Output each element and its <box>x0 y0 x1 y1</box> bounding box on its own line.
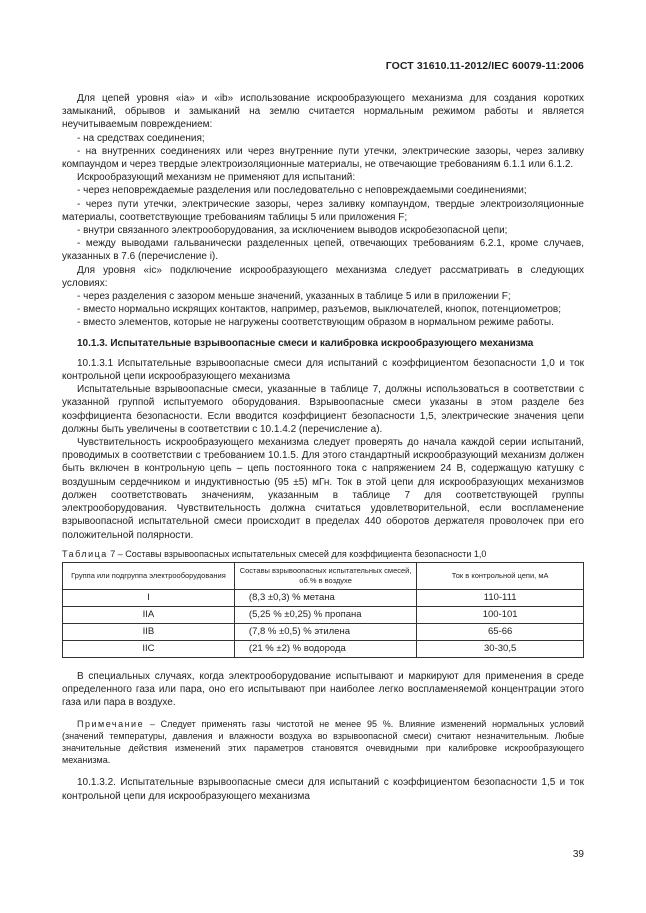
table-row <box>63 606 584 623</box>
table-cell-mixture: (21 % ±2) % водорода <box>234 640 416 657</box>
paragraph: В специальных случаях, когда электрооборудование испытывают и маркируют для применения в среде определенного газа или пара, оно его испытывают при наиболее легко воспламеняемой концентрации этого газа или пара в воздухе. <box>62 670 584 709</box>
list-item: - через неповреждаемые разделения или последовательно с неповреждаемыми соединениями; <box>77 185 527 197</box>
table-cell-current: 65-66 <box>417 623 584 640</box>
section-heading: 10.1.3. Испытательные взрывоопасные смеси и калибровка искрообразующего механизма <box>77 337 534 349</box>
table-caption <box>62 548 584 560</box>
table-header-cell: Ток в контрольной цепи, мА <box>417 562 584 589</box>
list-item: - между выводами гальванически разделенных цепей, отвечающих требованиям 6.2.1, кроме случаев, указанных в 7.6 (перечисление i). <box>62 238 584 263</box>
list-item: - на внутренних соединениях или через внутренние пути утечки, электрические зазоры, через заливку компаундом и через твердые электроизоляционные материалы, не отвечающие требованиям 6.1.1 или 6.1.2. <box>62 145 584 171</box>
table-cell-mixture: (5,25 % ±0,25) % пропана <box>234 606 416 623</box>
table-cell-current: 110-111 <box>417 589 584 606</box>
list-item: - через пути утечки, электрические зазоры, через заливку компаундом, твердые электроизоляционные материалы, соответствующие требованиям таблицы 5 или приложения F; <box>62 198 584 223</box>
table-header-cell: Группа или подгруппа электрооборудования <box>63 562 235 589</box>
paragraph: Для цепей уровня «ia» и «ib» использование искрообразующего механизма для создания коротких замыканий, обрывов и замыканий на землю считается нормальным режимом работы и является неучитываемым повреждением: <box>62 93 584 131</box>
table-caption-label: Таблица <box>62 548 108 559</box>
list-item: - через разделения с зазором меньше значений, указанных в таблице 5 или в приложении F; <box>77 291 511 303</box>
paragraph: Искрообразующий механизм не применяют для испытаний: <box>77 172 356 184</box>
note-text: – Следует применять газы чистотой не менее 95 %. Влияние изменений нормальных условий (значений температуры, давления и влажности воздуха во взрывоопасной смеси) считают незначительным. Любые значительные действия изменений этих параметров становятся очевидными при калибровке искрообразующего механизма. <box>62 719 584 766</box>
table-cell-group: IIA <box>63 606 235 623</box>
table-row <box>63 640 584 657</box>
note-label: Примечание <box>77 719 145 730</box>
paragraph: Испытательные взрывоопасные смеси, указанные в таблице 7, должны использоваться в соответствии с указанной группой испытуемого оборудования. Взрывоопасные смеси указаны в этом разделе без коэффициента безопасности. Если вводится коэффициент безопасности 1,5, электрические значения цепи должны быть увеличены в соответствии с 10.1.4.2 (перечисление а). <box>62 384 584 435</box>
table-row <box>63 623 584 640</box>
table-cell-mixture: (7,8 % ±0,5) % этилена <box>234 623 416 640</box>
list-item: - вместо элементов, которые не нагружены соответствующим образом в нормальном режиме работы. <box>77 317 554 329</box>
table-cell-mixture: (8,3 ±0,3) % метана <box>234 589 416 606</box>
list-item: - вместо нормально искрящих контактов, например, разъемов, выключателей, кнопок, потенциометров; <box>77 304 561 316</box>
table-cell-group: IIC <box>63 640 235 657</box>
table-cell-current: 100-101 <box>417 606 584 623</box>
table-cell-group: I <box>63 589 235 606</box>
table-cell-current: 30-30,5 <box>417 640 584 657</box>
paragraph: Чувствительность искрообразующего механизма следует проверять до начала каждой серии испытаний, проводимых в соответствии с требованием 10.1.5. Для этого стандартный искрообразующий механизм должен быть включен в контрольную цепь – цепь постоянного тока с напряжением 24 В, содержащую катушку с воздушным сердечником и индуктивностью (95 ±5) мГн. Ток в этой цепи для искрообразующих механизмов должен соответствовать значениям, указанным в таблице 7 для соответствующей группы электрооборудования. Чувствительность должна считаться удовлетворительной, если воспламенение взрывоопасной испытательной смеси происходит в пределах 440 оборотов держателя проволочек при его положительной полярности. <box>62 437 584 541</box>
note <box>62 718 584 766</box>
table-row <box>63 589 584 606</box>
list-item: - на средствах соединения; <box>77 132 205 144</box>
table-caption-text: 7 – Составы взрывоопасных испытательных смесей для коэффициента безопасности 1,0 <box>107 548 487 559</box>
table-header-row <box>63 562 584 589</box>
subsection-title: 10.1.3.2. Испытательные взрывоопасные смеси для испытаний с коэффициентом безопасности 1,5 и ток контрольной цепи для искрообразующего механизма <box>62 777 584 802</box>
subsection-title: 10.1.3.1 Испытательные взрывоопасные смеси для испытаний с коэффициентом безопасности 1,0 и ток контрольной цепи искрообразующего механизма <box>62 357 584 383</box>
page-content <box>62 92 584 803</box>
gas-mixtures-table <box>62 562 584 658</box>
table-header-cell: Составы взрывоопасных испытательных смесей, об.% в воздухе <box>234 562 416 589</box>
paragraph: Для уровня «ic» подключение искрообразующего механизма следует рассматривать в следующих условиях: <box>62 264 584 289</box>
table-cell-group: IIB <box>63 623 235 640</box>
document-header: ГОСТ 31610.11-2012/IEC 60079-11:2006 <box>385 60 584 72</box>
page-number: 39 <box>572 849 584 860</box>
list-item: - внутри связанного электрооборудования, за исключением выводов искробезопасной цепи; <box>77 225 508 237</box>
